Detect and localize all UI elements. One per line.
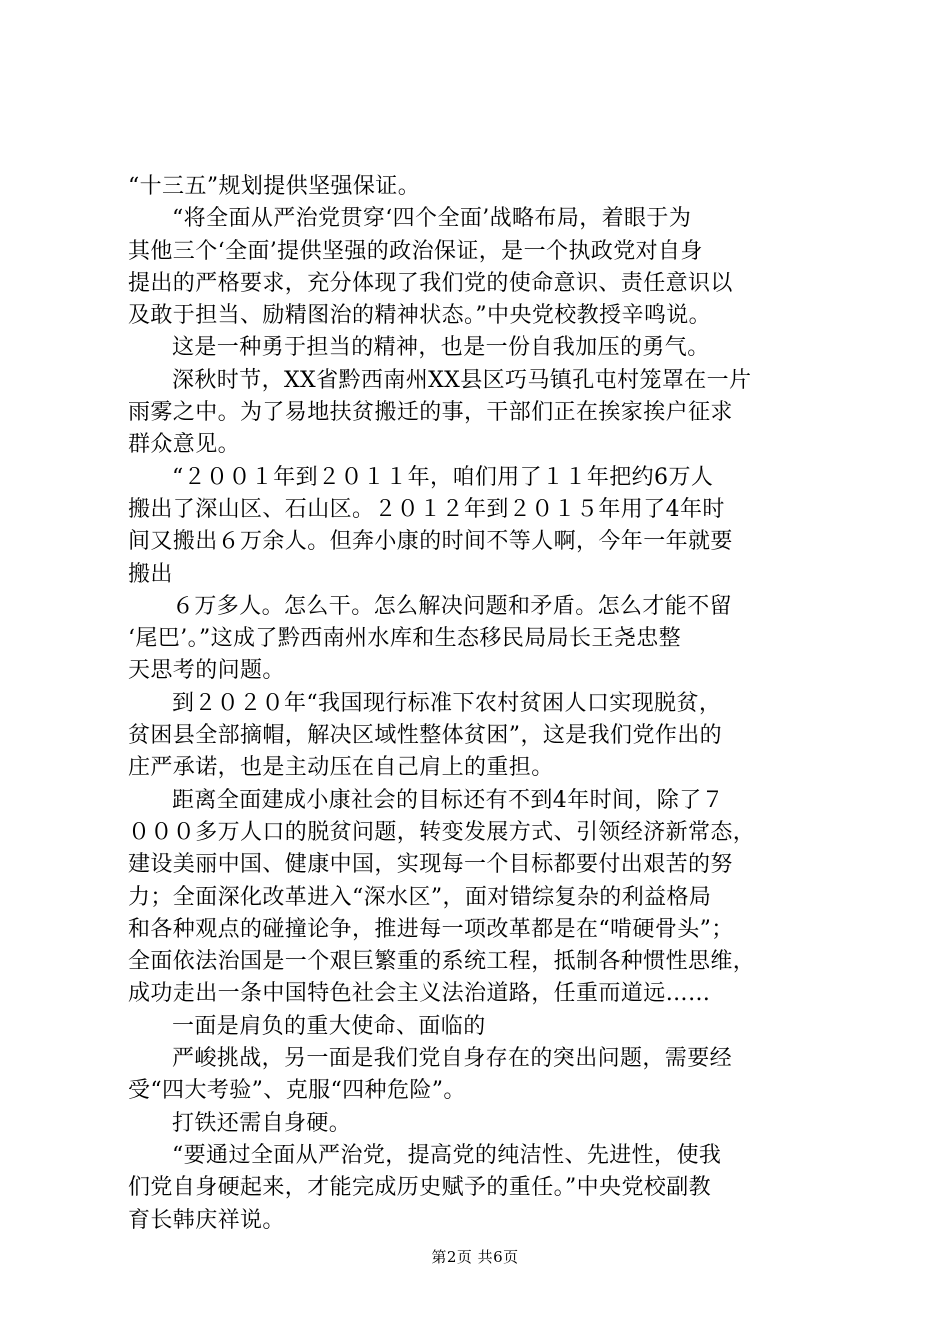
text-line: 搬出了深山区、石山区。２０１２年到２０１５年用了4年时 [128, 496, 725, 522]
text-line: 深秋时节，XX省黔西南州XX县区巧马镇孔屯村笼罩在一片 [172, 367, 752, 393]
text-line: 到２０２０年“我国现行标准下农村贫困人口实现脱贫， [172, 690, 722, 716]
text-line: 一面是肩负的重大使命、面临的 [172, 1013, 486, 1039]
text-line: ６万多人。怎么干。怎么解决问题和矛盾。怎么才能不留 [172, 593, 733, 619]
text-line: 天思考的问题。 [128, 658, 285, 684]
text-line: 群众意见。 [128, 432, 241, 458]
body-text [128, 171, 838, 1237]
text-line: ０００多万人口的脱贫问题，转变发展方式、引领经济新常态， [128, 819, 756, 845]
text-line: 打铁还需自身硬。 [172, 1110, 352, 1136]
text-line: 庄严承诺，也是主动压在自己肩上的重担。 [128, 755, 554, 781]
text-line: “十三五”规划提供坚强保证。 [128, 174, 421, 199]
text-line: 雨雾之中。为了易地扶贫搬迁的事，干部们正在挨家挨户征求 [128, 400, 733, 426]
text-line: 距离全面建成小康社会的目标还有不到4年时间，除了７ [172, 787, 724, 813]
text-line: 全面依法治国是一个艰巨繁重的系统工程，抵制各种惯性思维， [128, 949, 756, 975]
text-line: 提出的严格要求，充分体现了我们党的使命意识、责任意识以 [128, 270, 733, 296]
text-line: 受“四大考验”、克服“四种危险”。 [128, 1078, 466, 1104]
text-line: 严峻挑战，另一面是我们党自身存在的突出问题，需要经 [172, 1046, 733, 1072]
text-line: 和各种观点的碰撞论争，推进每一项改革都是在“啃硬骨头”； [128, 916, 734, 942]
text-line: ‘尾巴’。”这成了黔西南州水库和生态移民局局长王尧忠整 [128, 626, 682, 652]
text-line: “要通过全面从严治党，提高党的纯洁性、先进性，使我 [172, 1142, 722, 1168]
text-line: 们党自身硬起来，才能完成历史赋予的重任。”中央党校副教 [128, 1175, 712, 1201]
text-line: 成功走出一条中国特色社会主义法治道路，任重而道远…… [128, 981, 711, 1007]
text-line: 间又搬出６万余人。但奔小康的时间不等人啊，今年一年就要 [128, 529, 733, 555]
text-line: 建设美丽中国、健康中国，实现每一个目标都要付出艰苦的努 [128, 852, 733, 878]
text-line: 贫困县全部摘帽，解决区域性整体贫困”，这是我们党作出的 [128, 723, 723, 749]
text-line: 及敢于担当、励精图治的精神状态。”中央党校教授辛鸣说。 [128, 303, 712, 329]
text-line: “将全面从严治党贯穿‘四个全面’战略布局，着眼于为 [172, 206, 692, 232]
text-line: “２００１年到２０１１年，咱们用了１１年把约6万人 [172, 464, 714, 490]
text-line: 力；全面深化改革进入“深水区”，面对错综复杂的利益格局 [128, 884, 712, 910]
text-line: 育长韩庆祥说。 [128, 1207, 285, 1233]
text-line: 其他三个‘全面’提供坚强的政治保证，是一个执政党对自身 [128, 238, 703, 264]
text-line: 这是一种勇于担当的精神，也是一份自我加压的勇气。 [172, 335, 710, 361]
text-line: 搬出 [128, 561, 173, 587]
page-number-footer: 第2页 共6页 [431, 1248, 519, 1266]
